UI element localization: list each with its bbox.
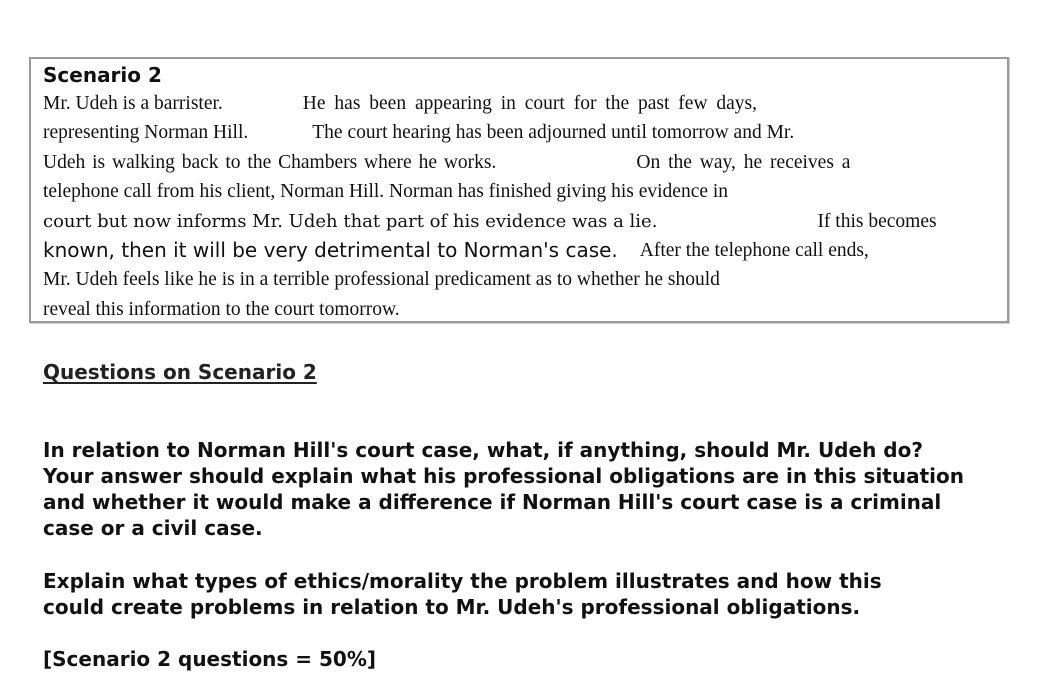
scenario-weight: [Scenario 2 questions = 50%] <box>43 647 377 671</box>
question-1-line-2: Your answer should explain what his professional obligations are in this situation <box>43 464 964 488</box>
scenario-line-5-part-a: court but now informs Mr. Udeh that part of his evidence was a lie. <box>43 211 658 232</box>
scenario-line-8 <box>43 299 968 321</box>
scenario-line-8-text: reveal this information to the court tomorrow. <box>43 299 400 320</box>
scenario-line-4-text: telephone call from his client, Norman Hill. Norman has finished giving his evidence in <box>43 181 729 202</box>
scenario-line-1-part-b: He has been appearing in court for the past few days, <box>302 93 758 114</box>
question-1-line-4: case or a civil case. <box>43 516 263 540</box>
question-2-line-1: Explain what types of ethics/morality the problem illustrates and how this <box>43 569 882 593</box>
question-1 <box>43 437 1028 541</box>
scenario-title: Scenario 2 <box>43 63 162 87</box>
question-1-line-1: In relation to Norman Hill's court case, what, if anything, should Mr. Udeh do? <box>43 438 923 462</box>
scenario-line-3 <box>43 152 968 174</box>
questions-heading: Questions on Scenario 2 <box>43 360 317 384</box>
scenario-line-6 <box>43 238 968 262</box>
scenario-line-4 <box>43 181 968 203</box>
scenario-line-6-part-a: known, then it will be very detrimental to Norman's case. <box>43 238 618 262</box>
scenario-line-3-part-b: On the way, he receives a <box>636 152 851 173</box>
scenario-line-5 <box>43 211 968 233</box>
scenario-line-5-part-b: If this becomes <box>817 211 937 232</box>
scenario-line-3-part-a: Udeh is walking back to the Chambers where he works. <box>43 152 497 173</box>
question-1-line-3: and whether it would make a difference if Norman Hill's court case is a criminal <box>43 490 942 514</box>
scenario-line-2 <box>43 122 968 144</box>
question-2-line-2: could create problems in relation to Mr. Udeh's professional obligations. <box>43 595 861 619</box>
scenario-line-2-part-b: The court hearing has been adjourned until tomorrow and Mr. <box>312 122 795 143</box>
scenario-line-1 <box>43 93 968 115</box>
scenario-line-6-part-b: After the telephone call ends, <box>639 240 869 261</box>
scenario-line-1-part-a: Mr. Udeh is a barrister. <box>43 93 223 114</box>
scenario-line-2-part-a: representing Norman Hill. <box>43 122 249 143</box>
scenario-line-7-text: Mr. Udeh feels like he is in a terrible professional predicament as to whether he should <box>43 269 720 290</box>
question-2 <box>43 568 1028 620</box>
scenario-line-7 <box>43 269 968 291</box>
